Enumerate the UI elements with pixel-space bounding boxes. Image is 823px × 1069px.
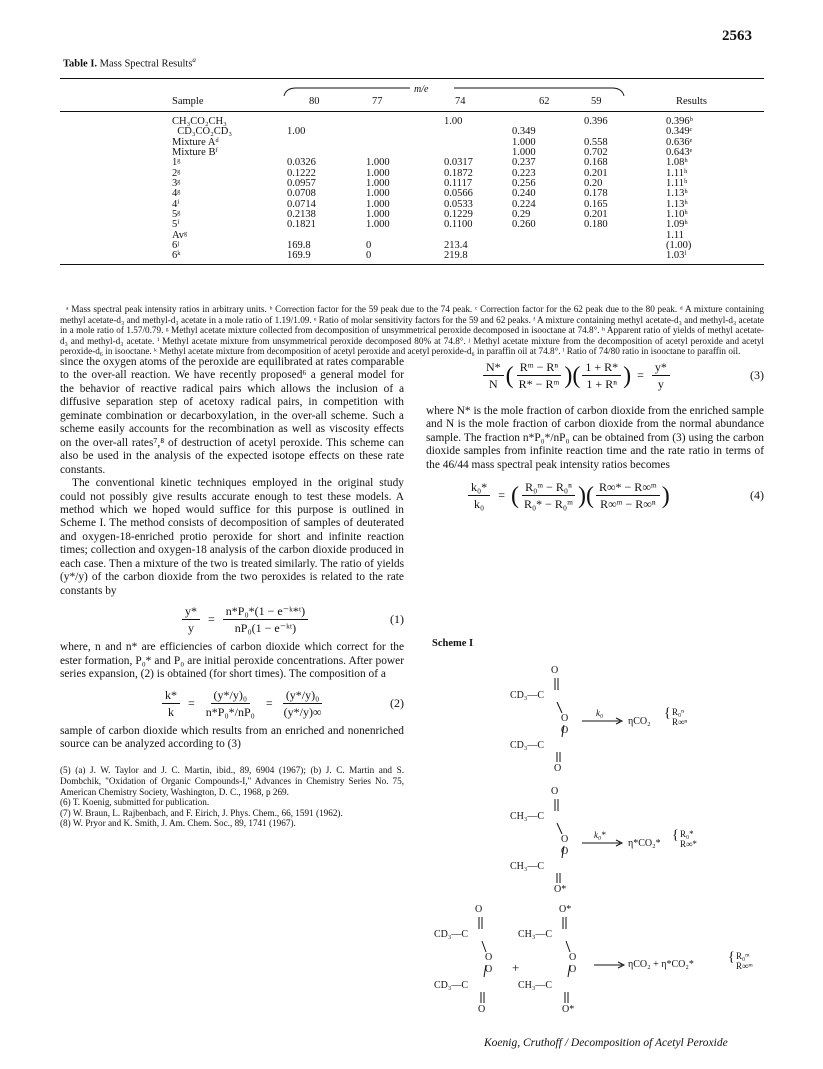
r1-brace: { bbox=[664, 706, 671, 721]
r2-product: η*CO₂* bbox=[628, 838, 661, 849]
eq2-lhs-num: k* bbox=[162, 688, 180, 704]
column-62: 0.349 1.000 1.000 0.237 0.223 0.256 0.240 0.224 0.29 0.260 bbox=[512, 126, 536, 231]
r3b-carbonyl-o-star-bottom: O* bbox=[562, 1004, 575, 1015]
r3b-carbonyl-o-star: O* bbox=[559, 904, 572, 915]
references bbox=[60, 765, 404, 829]
scheme-title: Scheme I bbox=[432, 638, 474, 649]
r3a-carbonyl-o-bottom: O bbox=[478, 1004, 486, 1015]
r2-carbonyl-o-star: O* bbox=[554, 884, 567, 895]
table-footnotes bbox=[60, 304, 764, 357]
eq1-number: (1) bbox=[390, 612, 404, 627]
header-74: 74 bbox=[455, 96, 466, 107]
column-sample: CH₃CO₂CH₃ CD₃CO₂CD₃ Mixture Aᵈ Mixture Bᶠ 1ᵍ 2ᵍ 3ᵍ 4ᵍ 4ⁱ 5ᵍ 5ⁱ Avᵍ 6ʲ 6ᵏ bbox=[172, 116, 232, 262]
journal-footer: Koenig, Cruthoff / Decomposition of Acetyl Peroxide bbox=[484, 1037, 728, 1049]
equation-4: $\frac{\text{k₀*}}{\text{k₀}}$ = ( $\frac{\text{R₀ᵐ − R₀ⁿ}}{\text{R₀* − R₀ᵐ}}$ ) ( $\frac{\text{R∞* − R∞ᵐ}}{\text{R∞ᵐ − R∞ⁿ}}$ ) (4) bbox=[466, 480, 764, 511]
header-77: 77 bbox=[372, 96, 383, 107]
reference-7: (7) W. Braun, L. Rajbenbach, and F. Eirich, J. Phys. Chem., 66, 1591 (1962). bbox=[60, 807, 343, 818]
r3a-peroxy-o1: O bbox=[485, 952, 493, 963]
r1-product: ηCO₂ bbox=[628, 716, 651, 727]
table-caption-note: a bbox=[192, 56, 196, 64]
r1-carbonyl-o: O bbox=[551, 665, 559, 676]
eq4-number: (4) bbox=[750, 488, 764, 503]
right-para-1: where N* is the mole fraction of carbon dioxide from the enriched sample and N is the mole fraction of carbon dioxide from the normal abundance sample. The fraction n*P₀*/nP₀ can be obtained from (3) using the carbon dioxide samples from infinite reaction time and the rate ratio in terms of the 46/44 mass spectral peak intensity ratios becomes bbox=[426, 405, 764, 471]
r3b-peroxy-o1: O bbox=[569, 952, 577, 963]
left-para-1: since the oxygen atoms of the peroxide are equilibrated at rates comparable to the over-all reaction. We have recently proposed⁶ a general model for the behavior of reactive radical pairs which allows the inclusion of a diffusive separation step of acetoxy radical pairs, in competition with geminate combination or decarboxylation, in the over-all scheme. Such a scheme easily accounts for the recombination as well as viscosity effects on the over-all rates⁷,⁸ of destruction of acetyl peroxide. This scheme can also be used in the analysis of the expected isotope effects on these rate constants. bbox=[60, 356, 404, 476]
eq4-b-den: R₀* − R₀ᵐ bbox=[523, 497, 573, 512]
eq3-c-num: 1 + R* bbox=[582, 360, 621, 376]
eq2-rhs-den: (y*/y)∞ bbox=[283, 704, 322, 719]
r2-ch3c-bottom: CH₃—C bbox=[510, 861, 545, 872]
eq1-rhs-num: n*P₀*(1 − e⁻ᵏ*ᵗ) bbox=[223, 604, 308, 620]
left-column bbox=[60, 356, 404, 829]
r2-carbonyl-o: O bbox=[551, 786, 559, 797]
eq3-d-num: y* bbox=[652, 360, 670, 376]
r1-k0-label: k₀ bbox=[596, 708, 604, 718]
column-results: 0.396ᵇ 0.349ᶜ 0.636ᵉ 0.643ᵉ 1.08ʰ 1.11ʰ 1.11ʰ 1.13ʰ 1.13ʰ 1.10ʰ 1.09ʰ 1.11 (1.00) 1.03ˡ bbox=[666, 116, 693, 262]
eq3-d-den: y bbox=[657, 377, 664, 391]
scheme-bonds bbox=[426, 655, 764, 1035]
page-number: 2563 bbox=[722, 28, 752, 44]
eq2-number: (2) bbox=[390, 695, 404, 710]
column-77: 1.000 1.000 1.000 1.000 1.000 1.000 1.000 0 0 bbox=[366, 157, 390, 262]
eq3-number: (3) bbox=[750, 368, 764, 382]
header-62: 62 bbox=[539, 96, 550, 107]
r3-brace-labels: R₀ᵐ R∞ᵐ bbox=[736, 951, 753, 971]
header-results: Results bbox=[676, 96, 707, 107]
r2-k0-star-label: k₀* bbox=[594, 830, 606, 840]
equation-1: $\frac{y*}{y}$ = $\frac{\text{n*P₀*(1 − e⁻ᵏ*ᵗ)}}{\text{nP₀(1 − e⁻ᵏᵗ)}}$ (1) bbox=[180, 604, 404, 635]
column-80: 1.00 0.0326 0.1222 0.0957 0.0708 0.0714 0.2138 0.1821 169.8 169.9 bbox=[287, 126, 316, 262]
eq1-lhs-num: y* bbox=[182, 604, 200, 620]
r2-peroxy-o1: O bbox=[561, 834, 569, 845]
eq3-a-num: N* bbox=[483, 360, 504, 376]
eq4-c-num: R∞* − R∞ᵐ bbox=[596, 480, 660, 496]
table-bottom-rule bbox=[60, 264, 764, 265]
eq3-b-num: Rᵐ − Rⁿ bbox=[517, 360, 561, 376]
r2-ch3c-top: CH₃—C bbox=[510, 811, 545, 822]
r1-peroxy-o1: O bbox=[561, 713, 569, 724]
eq4-b-num: R₀ᵐ − R₀ⁿ bbox=[522, 480, 575, 496]
right-column bbox=[426, 360, 764, 511]
header-sample: Sample bbox=[172, 96, 204, 107]
r3a-peroxy-o2: O bbox=[485, 964, 493, 975]
eq4-c-den: R∞ᵐ − R∞ⁿ bbox=[600, 497, 656, 512]
left-para-4: sample of carbon dioxide which results from an enriched and nonenriched source can be analyzed according to (3) bbox=[60, 724, 404, 750]
reference-6: (6) T. Koenig, submitted for publication. bbox=[60, 797, 210, 808]
table-caption bbox=[63, 56, 196, 70]
column-59: 0.396 0.558 0.702 0.168 0.201 0.20 0.178 0.165 0.201 0.180 bbox=[584, 116, 608, 231]
r2-brace-labels: R₀* R∞* bbox=[680, 829, 697, 849]
reference-8: (8) W. Pryor and K. Smith, J. Am. Chem. Soc., 89, 1741 (1967). bbox=[60, 818, 296, 829]
table-caption-label: Table I. bbox=[63, 58, 98, 70]
table-header-rule bbox=[60, 111, 764, 112]
eq2-mid-num: (y*/y)₀ bbox=[211, 688, 251, 704]
eq3-b-den: R* − Rᵐ bbox=[518, 377, 560, 391]
equation-3: $\frac{N*}{N}$ ( $\frac{\text{Rᵐ − Rⁿ}}{\text{R* − Rᵐ}}$ ) ( $\frac{1 + R*}{\text{1 + Rⁿ}}$ ) = $\frac{y*}{y}$ (3) bbox=[481, 360, 764, 391]
eq4-a-den: k₀ bbox=[474, 497, 485, 512]
eq1-lhs-den: y bbox=[188, 621, 194, 636]
r3b-ch3c-top: CH₃—C bbox=[518, 929, 553, 940]
column-74: 1.00 0.0317 0.1872 0.1117 0.0566 0.0533 0.1229 0.1100 213.4 219.8 bbox=[444, 116, 473, 262]
r1-brace-labels: R₀ⁿ R∞ⁿ bbox=[672, 707, 688, 727]
r3a-cd3c-bottom: CD₃—C bbox=[434, 980, 469, 991]
r1-cd3c-bottom: CD₃—C bbox=[510, 740, 545, 751]
reference-5: (5) (a) J. W. Taylor and J. C. Martin, ibid., 89, 6904 (1967); (b) J. C. Martin and S. Dombchik, "Oxidation of Organic Compounds-I," Advances in Chemistry Series No. 75, American Chemistry Society, Washington, D. C., 1968, p 269. bbox=[60, 765, 404, 797]
eq3-a-den: N bbox=[489, 377, 498, 391]
left-para-2: The conventional kinetic techniques employed in the original study could not possibly give results accurate enough to test these models. A method which we hoped would suffice for this purpose is outlined in Scheme I. The method consists of decomposition of samples of deuterated and oxygen-18-enriched protio peroxide for short and infinite reaction times; collection and oxygen-18 analysis of the carbon dioxide produced in each case. Then a mixture of the two is treated similarly. The ratio of yields (y*/y) of the carbon dioxide from the two peroxides is related to the rate constants by bbox=[60, 477, 404, 597]
r3-plus: + bbox=[512, 960, 520, 975]
r3b-peroxy-o2: O bbox=[569, 964, 577, 975]
r3b-ch3c-bottom: CH₃—C bbox=[518, 980, 553, 991]
r1-carbonyl-o-bottom: O bbox=[554, 763, 562, 774]
r1-cd3c-top: CD₃—C bbox=[510, 690, 545, 701]
table-top-rule bbox=[60, 78, 764, 79]
eq4-a-num: k₀* bbox=[468, 480, 490, 496]
eq3-c-den: 1 + Rⁿ bbox=[586, 377, 617, 391]
r3-product: ηCO₂ + η*CO₂* bbox=[628, 959, 694, 970]
r1-peroxy-o2: O bbox=[561, 725, 569, 736]
header-59: 59 bbox=[591, 96, 602, 107]
equation-2: $\frac{k*}{k}$ = $\frac{\text{(y*/y)₀}}{\text{n*P₀*/nP₀}}$ = $\frac{\text{(y*/y)₀}}{(y*/y)\infty}$ (2) bbox=[160, 688, 404, 719]
eq2-rhs-num: (y*/y)₀ bbox=[283, 688, 323, 704]
eq1-rhs-den: nP₀(1 − e⁻ᵏᵗ) bbox=[234, 621, 297, 636]
mz-label: m/e bbox=[414, 84, 429, 95]
eq2-lhs-den: k bbox=[168, 704, 174, 719]
r3a-carbonyl-o: O bbox=[475, 904, 483, 915]
mz-bracket bbox=[282, 84, 626, 98]
r2-peroxy-o2: O bbox=[561, 846, 569, 857]
table-caption-text: Mass Spectral Results bbox=[99, 58, 193, 70]
header-80: 80 bbox=[309, 96, 320, 107]
table-footnotes-text: ᵃ Mass spectral peak intensity ratios in arbitrary units. ᵇ Correction factor for the 59 peak due to the 74 peak. ᶜ Correction factor for the 62 peak due to the 80 peak. ᵈ A mixture containing methyl acetate-d₃ and methyl-d₃ acetate in a mole ratio of 1.19/1.09. ᵉ Ratio of molar sensitivity factors for the 59 and 62 peaks. ᶠ A mixture containing methyl acetate-d₃ and methyl-d₃ acetate in a mole ratio of 1.57/0.79. ᵍ Methyl acetate mixture collected from decomposition of unsymmetrical peroxide decomposed in isooctane at 74.8°. ʰ Apparent ratio of yields of methyl acetate-d₃ and methyl-d₃ acetate. ⁱ Methyl acetate mixture from unsymmetrical peroxide decomposed 80% at 74.8°. ʲ Methyl acetate mixture from the decomposition of acetyl peroxide and acetyl peroxide-d₆ in isooctane. ᵏ Methyl acetate mixture from decomposition of acetyl peroxide and acetyl peroxide-d₆ in paraffin oil at 74.8°. ˡ Ratio of 74/80 ratio in isooctane to paraffin oil. bbox=[60, 304, 764, 356]
eq2-mid-den: n*P₀*/nP₀ bbox=[205, 704, 255, 719]
r3-brace: { bbox=[728, 950, 735, 965]
left-para-3: where, n and n* are efficiencies of carbon dioxide which correct for the ester formation, P₀* and P₀ are initial peroxide concentrations. After power series expansion, (2) is obtained (for short times). The composition of a bbox=[60, 641, 404, 681]
r3a-cd3c-top: CD₃—C bbox=[434, 929, 469, 940]
r2-brace: { bbox=[672, 828, 679, 843]
